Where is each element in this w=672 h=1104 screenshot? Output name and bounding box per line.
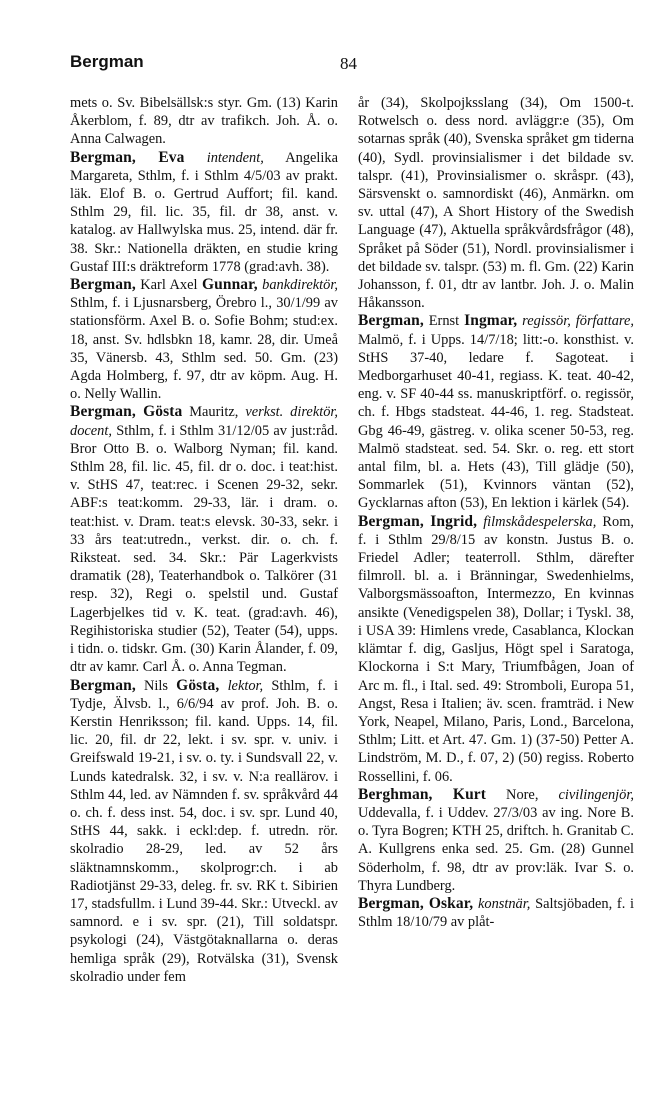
- entry-text: Saltsjöbaden, f. i Sthlm 18/10/79 av plåt-: [358, 895, 634, 931]
- entry-name: Bergman, Eva: [70, 148, 185, 166]
- running-head: Bergman: [70, 52, 144, 71]
- entry-berghman-kurt: [358, 786, 634, 895]
- entry-name: Berghman, Kurt: [358, 785, 487, 803]
- entry-title: regissör, författare,: [522, 313, 634, 330]
- entry-title: civilingenjör,: [558, 786, 634, 803]
- entry-text: Sthlm, f. i Ljusnarsberg, Örebro l., 30/1/99 av stationsförm. Axel B. o. Sofie Bohm; stud:ex. 18, anst. Sv. hdlsbkn 18, kamr. 28, dir. Umeå 35, Vänersb. 43, Sthlm sed. 50. Gm. (23) Agda Holmberg, f. 97, dtr av köpm. Aug. H. o. Nelly Wallin.: [70, 295, 338, 403]
- entry-bergman-nils-gosta: [70, 677, 338, 986]
- entry-name: Bergman, Ingrid,: [358, 512, 478, 530]
- entry-title: filmskådespelerska,: [483, 513, 597, 530]
- entry-call-name: Gösta,: [176, 676, 220, 694]
- entry-text: år (34), Skolpojksslang (34), Om 1500-t. Rotwelsch o. dess nord. avläggr:e (35), Om sotarnas språk (40), Svenska språket gm tiderna (40), Sydl. provinsialismer i det bildade sv. talspr. (41), Provinsialismer o. skråspr. (43), Särsvenskt o. samnordiskt (46), Anmärkn. om sv. uttal (47), A Short History of the Swedish Language (47), Aktuella språkvårdsfrågor (48), Språket på Söder (51), Nordl. provinsialismer i det bildade sv. talspr. (53) m. fl. Gm. (22) Karin Johansson, f. 01, dtr av lantbr. Joh. J. o. Malin Håkansson.: [358, 95, 634, 312]
- entry-text: mets o. Sv. Bibelsällsk:s styr. Gm. (13) Karin Åkerblom, f. 89, dtr av trafikch. Joh. Å. o. Anna Calwagen.: [70, 95, 338, 148]
- page-number: 84: [340, 54, 357, 73]
- entry-name: Bergman,: [70, 276, 136, 294]
- entry-name: Bergman, Gösta: [70, 403, 183, 421]
- left-column: [70, 94, 338, 986]
- entry-bergman-eva: [70, 149, 338, 276]
- entry-title: verkst. direktör, docent,: [70, 404, 338, 439]
- entry-bergman-oskar: [358, 895, 634, 931]
- entry-text: Angelika Margareta, Sthlm, f. i Sthlm 4/5/03 av prakt. läk. Elof B. o. Gertrud Auffort; fil. kand. Sthlm 29, fil. lic. 35, fil. dr 38, anst. v. katalog. av Hallwylska mus. 25, intend. där fr. 38. Skr.: Nationella dräkten, en studie kring Gustaf III:s dräktreform 1778 (grad:avh. 38).: [70, 149, 338, 275]
- right-column: [358, 94, 634, 931]
- page-header: [70, 52, 632, 80]
- entry-text: Rom, f. i Sthlm 29/8/15 av konstn. Justus B. o. Friedel Adler; teaterroll. Sthlm, därefter filmroll. bl. a. i Bränningar, Swedenhielms, Valborgsmässoafton, Intermezzo, En kvinnas ansikte (Venedigspelen 38), Dollar; i Tyskl. 38, i USA 39: Himlens vrede, Casablanca, Klockan klämtar f. dig, Gasljus, Högt spel i Saratoga, Klockorna i S:t Mary, Triumfbågen, Joan of Arc m. fl., i Ital. sed. 49: Stromboli, Europa 51, Angst, Resa i Italien; äv. scen. framträd. i New York, Neapel, Milano, Paris, Lond., Barcelona, Sthlm; Litt. et Art. 47. Gm. 1) (37-50) Petter A. Lindström, M. D., f. 07, 2) (50) regiss. Roberto Rossellini, f. 06.: [358, 513, 634, 785]
- entry-text: Sthlm, f. i Tydje, Älvsb. l., 6/6/94 av prof. Joh. B. o. Kerstin Henriksson; fil. kand. Upps. 14, fil. lic. 20, fil. dr 22, lekt. i sv. spr. v. univ. i Greifswald 19-21, i sv. o. ty. i Sundsvall 22, v. Lunds katedralsk. 32, i sv. v. N:a reallärov. i Sthlm 44, led. av Nämnden f. sv. språkvård 44 o. ch. f. dess inst. 54, doc. i sv. spr. Lund 40, StHS 44, sakk. i eckl:dep. f. utredn. rör. skolradio 28-29, led. av 52 års släktnamnskomm., skolprogr:ch. i ab Radiotjänst 29-33, deleg. fr. sv. RK t. Sibirien 17, stadsfullm. i Lund 39-44. Skr.: Utveckl. av samnord. e i sv. spr. (21), Till soldatspr. psykologi (24), Västgötaknallarna o. deras hemliga språk (29), Rotvälska (31), Svensk skolradio under fem: [70, 677, 339, 985]
- entry-bergman-ingrid: [358, 513, 634, 786]
- entry-call-name: Gunnar,: [201, 276, 258, 294]
- entry-given-names: Nore,: [506, 786, 539, 803]
- entry-name: Bergman, Oskar,: [358, 894, 474, 912]
- entry-continuation: [358, 94, 634, 312]
- entry-given-names: Mauritz,: [189, 404, 239, 421]
- entry-given-names: Karl Axel: [140, 277, 198, 294]
- entry-title: lektor,: [227, 677, 264, 694]
- entry-text: Uddevalla, f. i Uddev. 27/3/03 av ing. Nore B. o. Tyra Bogren; KTH 25, driftch. h. Granitab C. A. Kullgrens enka sed. 25. Gm. (28) Gunnel Söderholm, f. 98, dtr av prov:läk. Ivar S. o. Thyra Lundberg.: [358, 804, 634, 894]
- entry-title: konstnär,: [477, 895, 531, 912]
- entry-name: Bergman,: [358, 312, 424, 330]
- entry-bergman-gosta-mauritz: [70, 403, 338, 676]
- entry-continuation: [70, 94, 338, 149]
- entry-title: intendent,: [206, 149, 264, 166]
- entry-text: Sthlm, f. i Sthlm 31/12/05 av just:råd. Bror Otto B. o. Walborg Nyman; fil. kand. Sthlm 28, fil. lic. 45, fil. dr o. doc. i teat:hist. v. StHS 47, teat:rec. i Scenen 29-32, sekr. ABF:s teat:komm. 29-33, lär. i dram. o. teat:hist. v. Dram. teat:s elevsk. 30-33, sekr. i 33 års teat:utredn., verkst. dir. o. ch. f. Riksteat. sed. 34. Skr.: Pär Lagerkvists dramatik (28), Teaterhandbok o. Talkörer (31 resp. 32), Regi o. spelstil und. Gustaf Lagerbjelkes tid v. K. teat. (grad:avh. 46), Regihistoriska studier (52), Teater (54), upps. i tidn. o. tidskr. Gm. (30) Karin Ålander, f. 09, dtr av kamr. Carl Å. o. Anna Tegman.: [70, 422, 338, 676]
- entry-given-names: Ernst: [428, 313, 460, 330]
- entry-given-names: Nils: [143, 677, 168, 694]
- entry-call-name: Ingmar,: [464, 312, 518, 330]
- entry-title: bankdirektör,: [262, 277, 338, 294]
- entry-name: Bergman,: [70, 676, 136, 694]
- entry-bergman-ingmar: [358, 312, 634, 512]
- entry-text: Malmö, f. i Upps. 14/7/18; litt:-o. konsthist. v. StHS 37-40, ledare f. Sagoteat. i Medborgarhuset 40-41, regiass. K. teat. 40-42, eng. v. SF 40-44 ss. manuskriptförf. o. regissör, ch. f. Hbgs stadsteat. 44-46, 1. reg. Stadsteat. Gbg 46-49, gästreg. v. olika scener 50-53, reg. Malmö stadsteat. sed. 54. Skr. o. reg. ett stort antal film, bl. a. Hets (43), Till glädje (50), Sommarlek (51), Kvinnors väntan (52), Gycklarnas afton (53), En lektion i kärlek (54).: [358, 331, 634, 512]
- entry-bergman-gunnar: [70, 276, 338, 403]
